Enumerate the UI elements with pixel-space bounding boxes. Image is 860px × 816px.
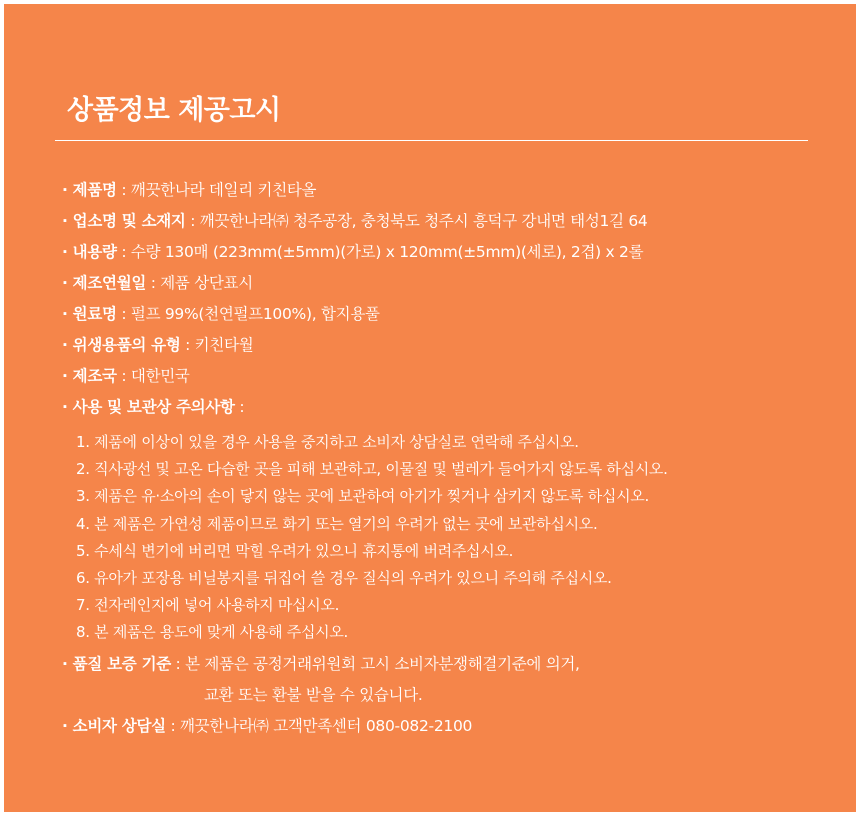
info-row-hygiene-type: [62, 334, 253, 356]
info-label: · 사용 및 보관상 주의사항: [62, 398, 235, 416]
info-label: · 제품명: [62, 181, 117, 199]
product-info-panel: [4, 4, 856, 812]
caution-item: 7. 전자레인지에 넣어 사용하지 마십시오.: [76, 596, 340, 615]
caution-item: 4. 본 제품은 가연성 제품이므로 화기 또는 열기의 우려가 없는 곳에 보관하십시오.: [76, 514, 598, 533]
info-label: · 품질 보증 기준: [62, 655, 171, 673]
info-row-ingredients: [62, 303, 380, 325]
title-divider: [55, 140, 808, 141]
info-value: :: [234, 398, 245, 416]
info-label: · 제조국: [62, 367, 117, 385]
info-value: : 깨끗한나라㈜ 청주공장, 충청북도 청주시 흥덕구 강내면 태성1길 64: [185, 212, 648, 230]
page-title: 상품정보 제공고시: [67, 95, 281, 126]
info-row-manufacture-date: [62, 272, 253, 294]
info-label: · 내용량: [62, 243, 117, 261]
info-row-company: [62, 210, 648, 232]
info-value: : 깨끗한나라 데일리 키친타올: [116, 181, 317, 199]
info-row-country: [62, 365, 190, 387]
info-row-consumer-center: [62, 715, 472, 737]
info-label: · 위생용품의 유형: [62, 336, 181, 354]
info-value: : 키친타월: [180, 336, 254, 354]
info-value: : 대한민국: [116, 367, 190, 385]
info-row-product-name: [62, 179, 316, 201]
info-value: : 깨끗한나라㈜ 고객만족센터 080-082-2100: [165, 717, 473, 735]
info-value: : 본 제품은 공정거래위원회 고시 소비자분쟁해결기준에 의거,: [170, 655, 580, 673]
info-label: · 소비자 상담실: [62, 717, 166, 735]
caution-item: 1. 제품에 이상이 있을 경우 사용을 중지하고 소비자 상담실로 연락해 주십시오.: [76, 433, 579, 451]
info-value: : 수량 130매 (223mm(±5mm)(가로) x 120mm(±5mm)(세로), 2겹) x 2롤: [116, 243, 644, 261]
info-value: : 제품 상단표시: [146, 274, 253, 292]
info-row-quality-continued: [204, 684, 423, 706]
caution-item: 6. 유아가 포장용 비닐봉지를 뒤집어 쓸 경우 질식의 우려가 있으니 주의해 주십시오.: [76, 569, 612, 588]
info-label: · 원료명: [62, 305, 117, 323]
caution-item: 5. 수세식 변기에 버리면 막힐 우려가 있으니 휴지통에 버려주십시오.: [76, 541, 514, 560]
caution-item: 2. 직사광선 및 고온 다습한 곳을 피해 보관하고, 이물질 및 벌레가 들어가지 않도록 하십시오.: [76, 460, 668, 479]
info-value: 교환 또는 환불 받을 수 있습니다.: [204, 686, 423, 704]
info-row-content: [62, 241, 643, 263]
info-value: : 펄프 99%(천연펄프100%), 합지용풀: [116, 305, 380, 323]
info-label: · 제조연월일: [62, 274, 147, 292]
info-label: · 업소명 및 소재지: [62, 212, 186, 230]
info-row-quality: [62, 653, 580, 675]
caution-item: 8. 본 제품은 용도에 맞게 사용해 주십시오.: [76, 623, 349, 642]
info-row-cautions: [62, 396, 244, 418]
caution-list: [76, 429, 668, 647]
caution-item: 3. 제품은 유·소아의 손이 닿지 않는 곳에 보관하여 아기가 찢거나 삼키지 않도록 하십시오.: [76, 487, 649, 506]
